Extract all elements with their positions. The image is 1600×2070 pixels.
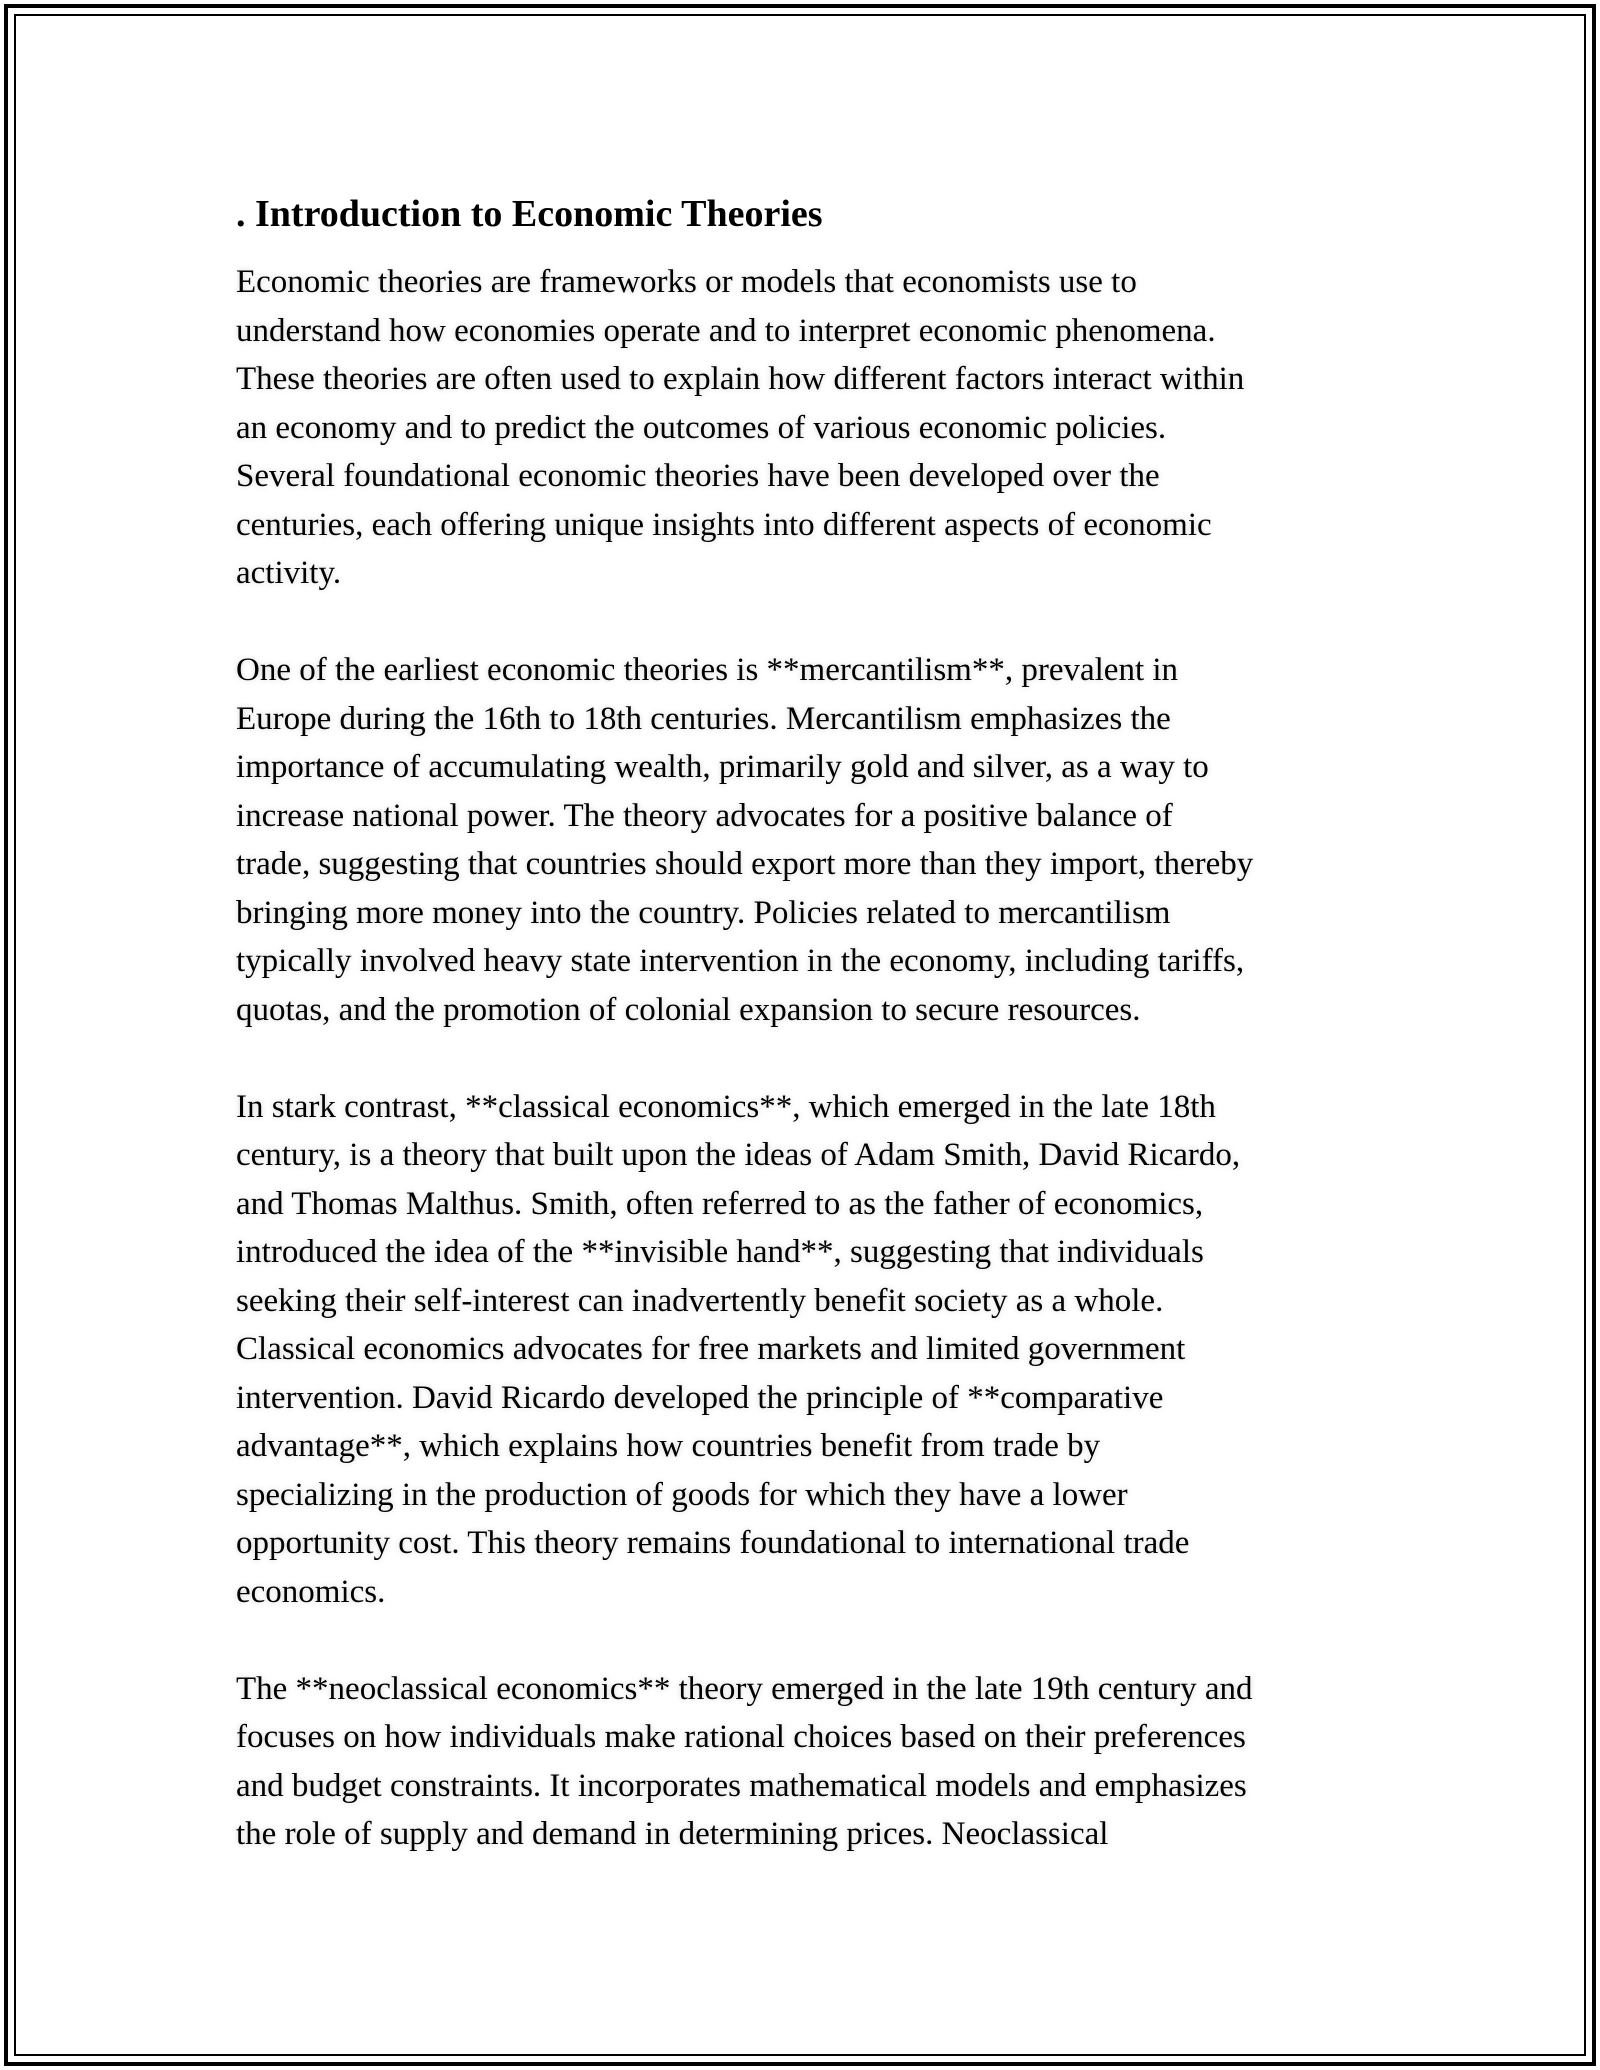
text-line: importance of accumulating wealth, primarily gold and silver, as a way to: [236, 749, 1209, 785]
paragraph-mercantilism: [236, 646, 1386, 1034]
text-line: bringing more money into the country. Policies related to mercantilism: [236, 894, 1171, 931]
text-line: Classical economics advocates for free markets and limited government: [236, 1331, 1186, 1367]
text-line: the role of supply and demand in determining prices. Neoclassical: [236, 1816, 1109, 1852]
text-line: centuries, each offering unique insights into different aspects of economic: [236, 506, 1212, 543]
text-line: Europe during the 16th to 18th centuries. Mercantilism emphasizes the: [236, 700, 1171, 737]
section-heading: . Introduction to Economic Theories: [236, 193, 823, 235]
text-line: One of the earliest economic theories is **mercantilism**, prevalent in: [236, 652, 1179, 688]
text-line: increase national power. The theory advocates for a positive balance of: [236, 797, 1173, 834]
text-line: typically involved heavy state intervention in the economy, including tariffs,: [236, 943, 1245, 979]
text-line: advantage**, which explains how countries benefit from trade by: [236, 1428, 1101, 1464]
text-line: opportunity cost. This theory remains foundational to international trade: [236, 1525, 1190, 1561]
text-line: and Thomas Malthus. Smith, often referred to as the father of economics,: [236, 1185, 1204, 1222]
text-line: trade, suggesting that countries should export more than they import, thereby: [236, 846, 1254, 882]
text-line: These theories are often used to explain how different factors interact within: [236, 361, 1245, 397]
text-line: intervention. David Ricardo developed the principle of **comparative: [236, 1379, 1164, 1416]
paragraph-intro: [236, 258, 1386, 598]
text-line: economics.: [236, 1573, 386, 1610]
text-line: specializing in the production of goods for which they have a lower: [236, 1476, 1128, 1513]
paragraph-classical-economics: [236, 1083, 1386, 1617]
text-line: and budget constraints. It incorporates mathematical models and emphasizes: [236, 1767, 1247, 1804]
text-line: focuses on how individuals make rational choices based on their preferences: [236, 1719, 1246, 1755]
document-body: [236, 186, 1386, 1907]
text-line: an economy and to predict the outcomes of various economic policies.: [236, 409, 1167, 446]
text-line: seeking their self-interest can inadvertently benefit society as a whole.: [236, 1282, 1164, 1319]
text-line: understand how economies operate and to interpret economic phenomena.: [236, 312, 1216, 349]
paragraph-neoclassical-economics: [236, 1665, 1386, 1859]
text-line: Several foundational economic theories have been developed over the: [236, 458, 1160, 494]
text-line: The **neoclassical economics** theory emerged in the late 19th century and: [236, 1670, 1253, 1707]
text-line: activity.: [236, 555, 342, 591]
text-line: Economic theories are frameworks or models that economists use to: [236, 264, 1137, 300]
text-line: In stark contrast, **classical economics**, which emerged in the late 18th: [236, 1088, 1216, 1125]
text-line: quotas, and the promotion of colonial expansion to secure resources.: [236, 991, 1141, 1028]
text-line: century, is a theory that built upon the ideas of Adam Smith, David Ricardo,: [236, 1137, 1241, 1173]
text-line: introduced the idea of the **invisible hand**, suggesting that individuals: [236, 1234, 1204, 1270]
